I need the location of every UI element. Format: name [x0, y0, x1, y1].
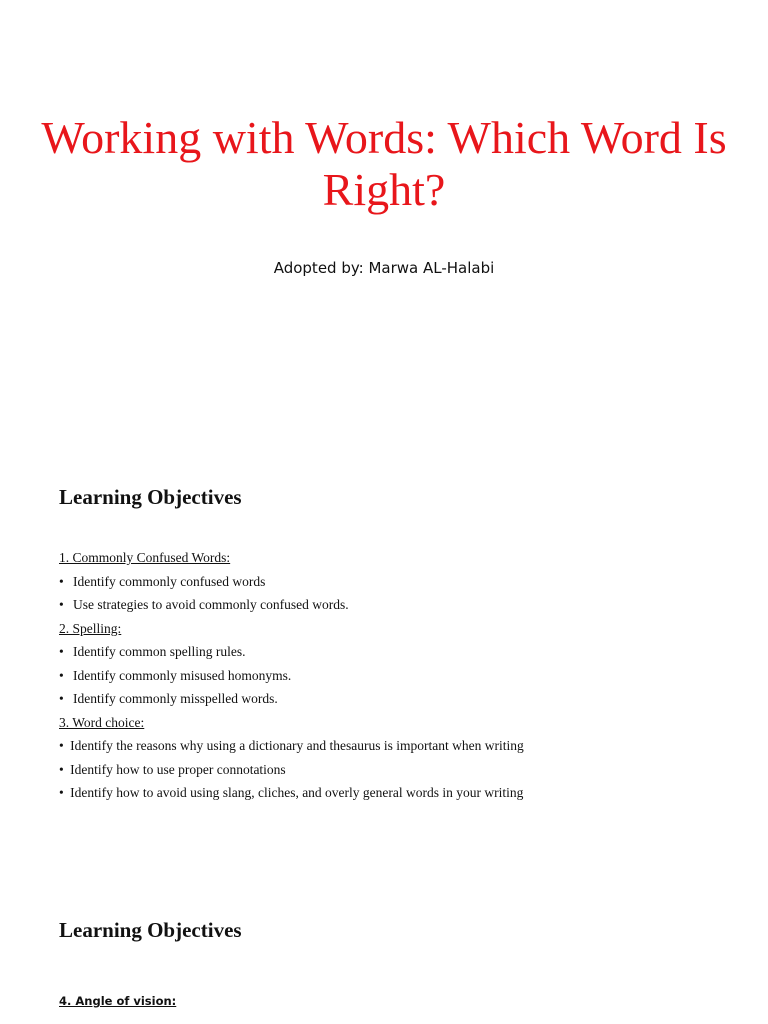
list-item-text: Identify commonly misused homonyms. [73, 667, 292, 683]
bullet-icon: • [59, 691, 64, 706]
section-heading-learning-objectives-2: Learning Objectives [59, 918, 242, 942]
list-item [59, 643, 739, 667]
bullet-icon: • [59, 597, 64, 612]
list-item-text: Identify how to use proper connotations [70, 761, 286, 777]
bullet-icon: • [59, 573, 64, 589]
list-item [59, 596, 739, 620]
group-label: 1. Commonly Confused Words: [59, 550, 231, 565]
section-heading-learning-objectives: Learning Objectives [59, 485, 242, 509]
list-item-text: Use strategies to avoid commonly confused words. [73, 597, 349, 612]
list-item [59, 690, 739, 714]
list-item-text: Identify common spelling rules. [73, 644, 246, 659]
bullet-icon: • [59, 785, 64, 800]
list-item [59, 784, 739, 808]
group-label: 2. Spelling: [59, 620, 122, 636]
list-item [59, 761, 739, 785]
bullet-icon: • [59, 644, 64, 659]
list-item-text: Identify commonly confused words [73, 573, 266, 589]
list-item-text: Identify the reasons why using a dictionary and thesaurus is important when writing [70, 738, 524, 753]
document-title: Working with Words: Which Word Is Right? [41, 112, 727, 215]
group-spelling [59, 620, 739, 644]
author-line: Adopted by: Marwa AL-Halabi [273, 259, 495, 277]
bullet-icon: • [59, 738, 64, 753]
list-item-text: Identify how to avoid using slang, cliches, and overly general words in your writing [70, 785, 524, 800]
list-item [59, 573, 739, 597]
list-item [59, 667, 739, 691]
group-word-choice [59, 714, 739, 738]
list-item [59, 737, 739, 761]
group-commonly-confused-words [59, 549, 739, 573]
group-angle-of-vision: 4. Angle of vision: [59, 994, 177, 1008]
objectives-list [59, 549, 739, 808]
bullet-icon: • [59, 667, 64, 683]
group-label: 3. Word choice: [59, 714, 145, 730]
list-item-text: Identify commonly misspelled words. [73, 691, 278, 706]
bullet-icon: • [59, 761, 64, 777]
